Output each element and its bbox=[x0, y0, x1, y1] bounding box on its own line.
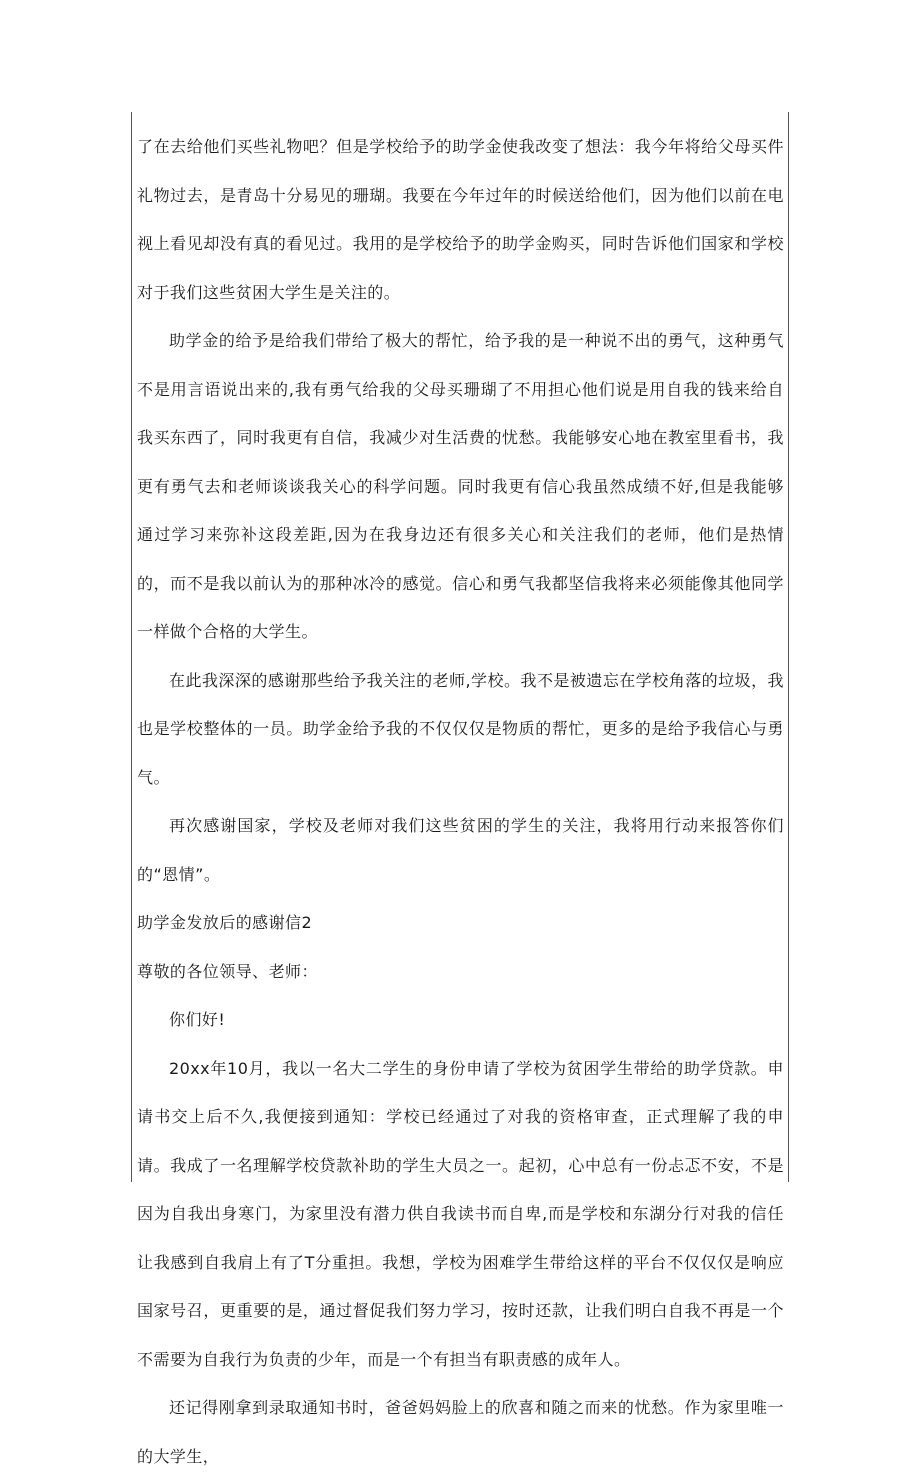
document-body bbox=[137, 123, 784, 1481]
letter-greeting: 你们好! bbox=[169, 1010, 226, 1029]
letter-salutation: 尊敬的各位领导、老师： bbox=[137, 961, 318, 981]
paragraph-loan-application: 20xx年10月，我以一名大二学生的身份申请了学校为贫困学生带给的助学贷款。申请书交上后不久,我便接到通知：学校已经通过了对我的资格审查，正式理解了我的申请。我成了一名理解学校贷款补助的学生大员之一。起初，心中总有一份忐忑不安，不是因为自我出身寒门，为家里没有潜力供自我读书而自卑,而是学校和东湖分行对我的信任让我感到自我肩上有了T分重担。我想，学校为困难学生带给这样的平台不仅仅仅是响应国家号召，更重要的是，通过督促我们努力学习，按时还款，让我们明白自我不再是一个不需要为自我行为负责的少年，而是一个有担当有职责感的成年人。 bbox=[137, 1058, 784, 1369]
paragraph-thanks-again: 再次感谢国家，学校及老师对我们这些贫困的学生的关注，我将用行动来报答你们的“恩情”。 bbox=[137, 816, 784, 884]
letter-title: 助学金发放后的感谢信2 bbox=[137, 913, 313, 932]
paragraph-thanks-school: 在此我深深的感谢那些给予我关注的老师,学校。我不是被遗忘在学校角落的垃圾，我也是学校整体的一员。助学金给予我的不仅仅仅是物质的帮忙，更多的是给予我信心与勇气。 bbox=[137, 670, 784, 787]
paragraph-courage: 助学金的给予是给我们带给了极大的帮忙，给予我的是一种说不出的勇气，这种勇气不是用言语说出来的,我有勇气给我的父母买珊瑚了不用担心他们说是用自我的钱来给自我买东西了，同时我更有自信，我减少对生活费的忧愁。我能够安心地在教室里看书，我更有勇气去和老师谈谈我关心的科学问题。同时我更有信心我虽然成绩不好,但是我能够通过学习来弥补这段差距,因为在我身边还有很多关心和关注我们的老师，他们是热情的，而不是我以前认为的那种冰冷的感觉。信心和勇气我都坚信我将来必须能像其他同学一样做个合格的大学生。 bbox=[137, 331, 784, 641]
paragraph-admission-memory: 还记得刚拿到录取通知书时，爸爸妈妈脸上的欣喜和随之而来的忧愁。作为家里唯一的大学生， bbox=[137, 1398, 784, 1466]
paragraph-gift-coral: 了在去给他们买些礼物吧？但是学校给予的助学金使我改变了想法：我今年将给父母买件礼物过去，是青岛十分易见的珊瑚。我要在今年过年的时候送给他们，因为他们以前在电视上看见却没有真的看见过。我用的是学校给予的助学金购买，同时告诉他们国家和学校对于我们这些贫困大学生是关注的。 bbox=[137, 137, 784, 302]
left-margin-rule bbox=[131, 112, 132, 1182]
right-margin-rule bbox=[788, 112, 789, 1182]
